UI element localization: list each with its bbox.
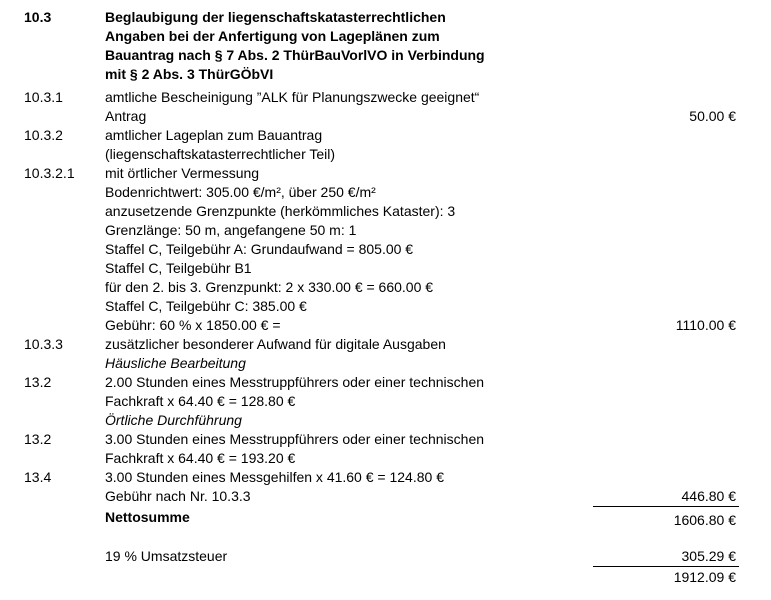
fee-row <box>0 221 771 240</box>
net-total-row <box>0 508 771 527</box>
net-total-amount: 1606.80 € <box>673 512 736 528</box>
fee-row <box>0 126 771 145</box>
fee-row <box>0 297 771 316</box>
item-text: 3.00 Stunden eines Messgehilfen x 41.60 € = 124.80 € <box>105 469 444 485</box>
item-text: Staffel C, Teilgebühr A: Grundaufwand = 805.00 € <box>105 241 414 257</box>
fee-row <box>0 88 771 107</box>
item-number: 10.3.2 <box>24 127 63 143</box>
item-number: 13.2 <box>24 374 52 390</box>
section-title-line: mit § 2 Abs. 3 ThürGÖbVI <box>105 66 274 82</box>
item-text: 2.00 Stunden eines Messtruppführers oder einer technischen <box>105 374 485 390</box>
fee-row <box>0 145 771 164</box>
item-number: 13.2 <box>24 431 52 447</box>
fee-row <box>0 430 771 449</box>
item-number: 10.3.3 <box>24 336 63 352</box>
fee-row <box>0 316 771 335</box>
item-text: amtliche Bescheinigung ”ALK für Planungszwecke geeignet“ <box>105 89 480 105</box>
total-rule <box>593 566 739 567</box>
item-text: mit örtlicher Vermessung <box>105 165 260 181</box>
fee-row <box>0 278 771 297</box>
fee-row <box>0 468 771 487</box>
fee-row <box>0 449 771 468</box>
net-total-label: Nettosumme <box>105 509 190 525</box>
item-text: Grenzlänge: 50 m, angefangene 50 m: 1 <box>105 222 357 238</box>
item-text: Bodenrichtwert: 305.00 €/m², über 250 €/m² <box>105 184 376 200</box>
item-text: Antrag <box>105 108 147 124</box>
item-subheading: Häusliche Bearbeitung <box>105 355 246 371</box>
fee-row <box>0 107 771 126</box>
item-text: 3.00 Stunden eines Messtruppführers oder einer technischen <box>105 431 485 447</box>
fee-row <box>0 164 771 183</box>
item-text: Fachkraft x 64.40 € = 128.80 € <box>105 393 296 409</box>
gross-total-row <box>0 568 771 587</box>
vat-row <box>0 547 771 566</box>
section-header-row <box>0 27 771 46</box>
item-text: Staffel C, Teilgebühr B1 <box>105 260 252 276</box>
item-subheading: Örtliche Durchführung <box>105 412 242 428</box>
item-number: 10.3.2.1 <box>24 165 75 181</box>
item-number: 10.3.1 <box>24 89 63 105</box>
section-title-line: Angaben bei der Anfertigung von Lageplänen zum <box>105 28 440 44</box>
item-text: für den 2. bis 3. Grenzpunkt: 2 x 330.00 € = 660.00 € <box>105 279 434 295</box>
section-header-row <box>0 8 771 27</box>
fee-row <box>0 411 771 430</box>
item-text: Fachkraft x 64.40 € = 193.20 € <box>105 450 296 466</box>
item-amount: 1110.00 € <box>675 317 736 333</box>
fee-row <box>0 240 771 259</box>
item-text: Staffel C, Teilgebühr C: 385.00 € <box>105 298 307 314</box>
fee-row <box>0 373 771 392</box>
fee-row <box>0 392 771 411</box>
subtotal-rule <box>593 506 739 507</box>
section-header-row <box>0 65 771 84</box>
section-title-line: Bauantrag nach § 7 Abs. 2 ThürBauVorlVO in Verbindung <box>105 47 485 63</box>
item-amount: 446.80 € <box>681 488 736 504</box>
section-header-row <box>0 46 771 65</box>
section-title-line: Beglaubigung der liegenschaftskatasterrechtlichen <box>105 9 446 25</box>
fee-row <box>0 354 771 373</box>
fee-row <box>0 487 771 506</box>
vat-label: 19 % Umsatzsteuer <box>105 548 228 564</box>
fee-row <box>0 335 771 354</box>
item-number: 13.4 <box>24 469 52 485</box>
fee-row <box>0 259 771 278</box>
item-text: anzusetzende Grenzpunkte (herkömmliches Kataster): 3 <box>105 203 456 219</box>
item-amount: 50.00 € <box>689 108 736 124</box>
item-text: Gebühr nach Nr. 10.3.3 <box>105 488 251 504</box>
item-text: Gebühr: 60 % x 1850.00 € = <box>105 317 281 333</box>
section-number: 10.3 <box>24 9 52 25</box>
fee-row <box>0 202 771 221</box>
item-text: (liegenschaftskatasterrechtlicher Teil) <box>105 146 336 162</box>
gross-total-amount: 1912.09 € <box>673 569 736 585</box>
item-text: zusätzlicher besonderer Aufwand für digitale Ausgaben <box>105 336 446 352</box>
item-text: amtlicher Lageplan zum Bauantrag <box>105 127 323 143</box>
fee-row <box>0 183 771 202</box>
vat-amount: 305.29 € <box>681 548 736 564</box>
